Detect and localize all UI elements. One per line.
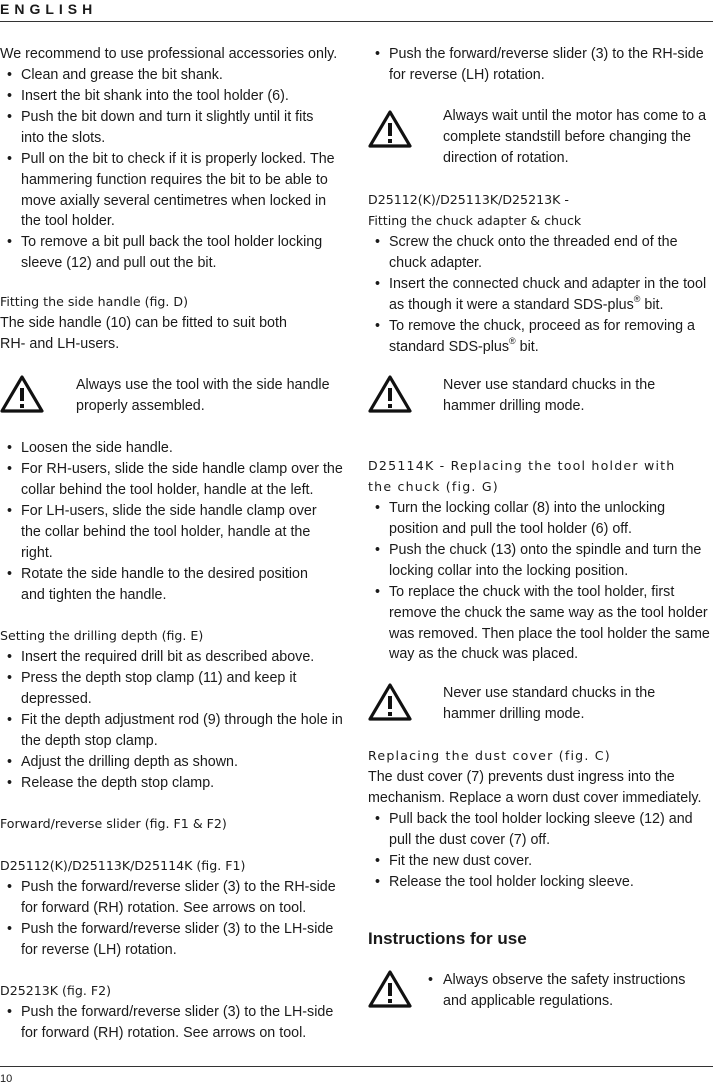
warning-triangle-icon — [368, 375, 412, 413]
page-header — [0, 0, 713, 22]
list-item: • Release the depth stop clamp. — [7, 775, 215, 791]
dust-heading: Replacing the dust cover (fig. C) — [368, 748, 611, 763]
list-item: • Press the depth stop clamp (11) and keep it depressed. — [7, 670, 297, 707]
list-item: • Screw the chuck onto the threaded end of the chuck adapter. — [375, 234, 678, 271]
intro-paragraph: We recommend to use professional accessories only. — [0, 46, 338, 62]
list-item: • For RH-users, slide the side handle clamp over the collar behind the tool holder, handle at the left. — [7, 461, 343, 498]
warning-triangle-icon — [368, 110, 412, 148]
g-heading-1: D25114K - Replacing the tool holder with — [368, 458, 676, 473]
list-item: • Adjust the drilling depth as shown. — [7, 754, 238, 770]
side-handle-text: The side handle (10) can be fitted to suit both RH- and LH-users. — [0, 315, 287, 352]
language-label: ENGLISH — [0, 1, 98, 17]
list-item: • Push the forward/reverse slider (3) to the RH-side for reverse (LH) rotation. — [375, 46, 704, 83]
instructions-heading: Instructions for use — [368, 929, 527, 948]
g-heading-2: the chuck (fig. G) — [368, 479, 499, 494]
list-item: • Push the bit down and turn it slightly until it fits into the slots. — [7, 109, 314, 146]
list-item: • Clean and grease the bit shank. — [7, 67, 223, 83]
depth-heading: Setting the drilling depth (fig. E) — [0, 628, 204, 643]
list-item: • Insert the required drill bit as described above. — [7, 649, 315, 665]
list-item: • To replace the chuck with the tool holder, first remove the chuck the same way as the tool holder was removed. Then place the tool holder the same way as the chuck was placed. — [375, 584, 710, 663]
list-item: • Insert the bit shank into the tool holder (6). — [7, 88, 289, 104]
f2-heading: D25213K (fig. F2) — [0, 983, 112, 998]
list-item: • Fit the depth adjustment rod (9) through the hole in the depth stop clamp. — [7, 712, 343, 749]
list-item: • Push the forward/reverse slider (3) to the RH-side for forward (RH) rotation. See arrows on tool. — [7, 879, 336, 916]
list-item: • For LH-users, slide the side handle clamp over the collar behind the tool holder, handle at the right. — [7, 503, 317, 561]
warning-triangle-icon — [368, 683, 412, 721]
warning-triangle-icon — [0, 375, 44, 413]
list-item: • Push the forward/reverse slider (3) to the LH-side for reverse (LH) rotation. — [7, 921, 334, 958]
list-item: • Pull back the tool holder locking sleeve (12) and pull the dust cover (7) off. — [375, 811, 693, 848]
list-item: • Push the forward/reverse slider (3) to the LH-side for forward (RH) rotation. See arrows on tool. — [7, 1004, 334, 1041]
chuck-heading-1: D25112(K)/D25113K/D25213K - — [368, 192, 569, 207]
page-number: 10 — [0, 1073, 13, 1085]
list-item: • Fit the new dust cover. — [375, 853, 533, 869]
chuck-warning-1: Never use standard chucks in the hammer drilling mode. — [368, 375, 713, 417]
list-item: • Pull on the bit to check if it is properly locked. The hammering function requires the bit to be able to move axially several centimetres when locked in the tool holder. — [7, 151, 335, 230]
f1-heading: D25112(K)/D25113K/D25114K (fig. F1) — [0, 858, 246, 873]
instructions-warning: • Always observe the safety instructions and applicable regulations. — [368, 970, 713, 1012]
list-item: • Push the chuck (13) onto the spindle and turn the locking collar into the locking position. — [375, 542, 702, 579]
side-handle-heading: Fitting the side handle (fig. D) — [0, 294, 189, 309]
dust-text: The dust cover (7) prevents dust ingress into the mechanism. Replace a worn dust cover immediately. — [368, 769, 702, 806]
list-item: • To remove the chuck, proceed as for removing a standard SDS-plus® bit. — [375, 318, 695, 355]
list-item: • Turn the locking collar (8) into the unlocking position and pull the tool holder (6) off. — [375, 500, 666, 537]
list-item: • Loosen the side handle. — [7, 440, 173, 456]
list-item: • Insert the connected chuck and adapter in the tool as though it were a standard SDS-plus® bit. — [375, 276, 707, 313]
list-item: • To remove a bit pull back the tool holder locking sleeve (12) and pull out the bit. — [7, 234, 323, 271]
chuck-warning-2: Never use standard chucks in the hammer drilling mode. — [368, 683, 713, 725]
side-handle-warning: Always use the tool with the side handle properly assembled. — [0, 375, 348, 417]
page-footer-rule — [0, 1066, 713, 1067]
motor-warning: Always wait until the motor has come to a complete standstill before changing the direction of rotation. — [368, 106, 713, 169]
slider-heading: Forward/reverse slider (fig. F1 & F2) — [0, 816, 227, 831]
list-item: • Rotate the side handle to the desired position and tighten the handle. — [7, 566, 308, 603]
warning-triangle-icon — [368, 970, 412, 1008]
chuck-heading-2: Fitting the chuck adapter & chuck — [368, 213, 582, 228]
list-item: • Release the tool holder locking sleeve. — [375, 874, 634, 890]
